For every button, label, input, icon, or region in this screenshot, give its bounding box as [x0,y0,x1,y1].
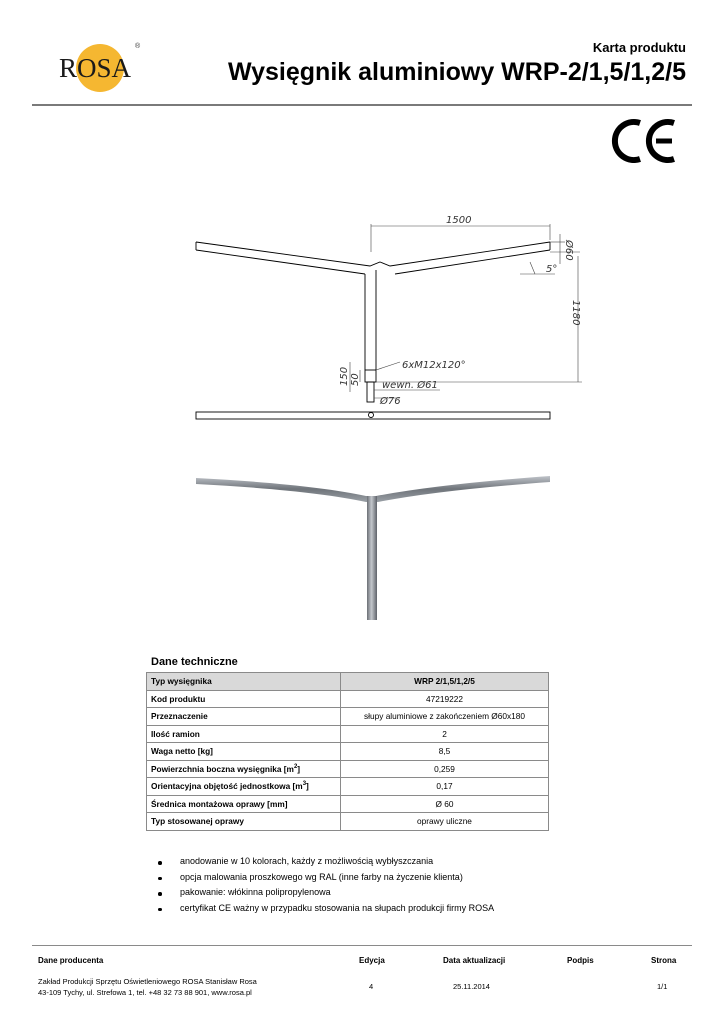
table-row [147,725,549,743]
list-item: opcja malowania proszkowego wg RAL (inne farby na życzenie klienta) [158,872,494,888]
dim-outer-label: Ø76 [380,396,401,407]
footer-edition-header: Edycja [359,956,385,965]
list-item: pakowanie: włókinna polipropylenowa [158,887,494,903]
page-title: Wysięgnik aluminiowy WRP-2/1,5/1,2/5 [227,58,686,86]
row-label: Średnica montażowa oprawy [mm] [147,795,341,813]
row-value: 2 [341,725,549,743]
row-value: 0,17 [341,778,549,796]
ce-mark-icon [610,118,678,164]
table-row [147,673,549,691]
row-label: Kod produktu [147,690,341,708]
row-value: słupy aluminiowe z zakończeniem Ø60x180 [341,708,549,726]
row-value: 8,5 [341,743,549,761]
footer-signature-header: Podpis [567,956,594,965]
footer-page-header: Strona [651,956,677,965]
table-row [147,708,549,726]
row-label: Powierzchnia boczna wysięgnika $[m^2]$ [147,760,341,778]
edition-value: 4 [369,982,374,991]
row-value: 47219222 [341,690,549,708]
dim-height-label: 1180 [570,300,581,326]
registered-mark: ® [135,43,141,50]
dim-150-label: 150 [339,366,350,386]
row-value: oprawy uliczne [341,813,549,831]
dim-50-label: 50 [350,373,361,386]
list-item: certyfikat CE ważny w przypadku stosowania na słupach produkcji firmy ROSA [158,903,494,919]
row-value: WRP 2/1,5/1,2/5 [341,673,549,691]
feature-list [158,856,494,918]
footer-updated-header: Data aktualizacji [443,956,506,965]
row-label: Waga netto [kg] [147,743,341,761]
technical-drawing [190,212,600,430]
document-type: Karta produktu [592,40,686,55]
table-row [147,760,549,778]
header-divider [32,104,692,106]
tech-data-table [146,672,549,831]
row-value: Ø 60 [341,795,549,813]
logo-text: ROSA [58,53,132,83]
footer-divider [32,945,692,946]
row-label: Typ wysięgnika [147,673,341,691]
table-row [147,743,549,761]
updated-value: 25.11.2014 [453,982,490,991]
tech-data-heading: Dane techniczne [151,656,238,668]
product-render [190,470,560,630]
table-row [147,795,549,813]
producer-name: Zakład Produkcji Sprzętu Oświetleniowego ROSA Stanisław Rosa [38,977,257,986]
row-label: Typ stosowanej oprawy [147,813,341,831]
table-row [147,813,549,831]
producer-address: 43-109 Tychy, ul. Strefowa 1, tel. +48 32 73 88 901, www.rosa.pl [38,988,252,997]
footer-producer-header: Dane producenta [38,956,104,965]
row-label: Ilość ramion [147,725,341,743]
row-label: Przeznaczenie [147,708,341,726]
dim-inner-label: wewn. Ø61 [382,380,438,391]
table-row [147,778,549,796]
page-value: 1/1 [657,982,668,991]
row-label: Orientacyjna objętość jednostkowa $[m^3]$ [147,778,341,796]
dim-bolts-label: 6xM12x120° [402,360,466,371]
row-value: 0,259 [341,760,549,778]
dim-angle-label: 5° [546,264,558,275]
rosa-logo [40,40,150,94]
table-row [147,690,549,708]
list-item: anodowanie w 10 kolorach, każdy z możliwością wybłyszczania [158,856,494,872]
dim-length-label: 1500 [446,215,472,226]
dim-diameter-label: Ø60 [563,240,574,261]
